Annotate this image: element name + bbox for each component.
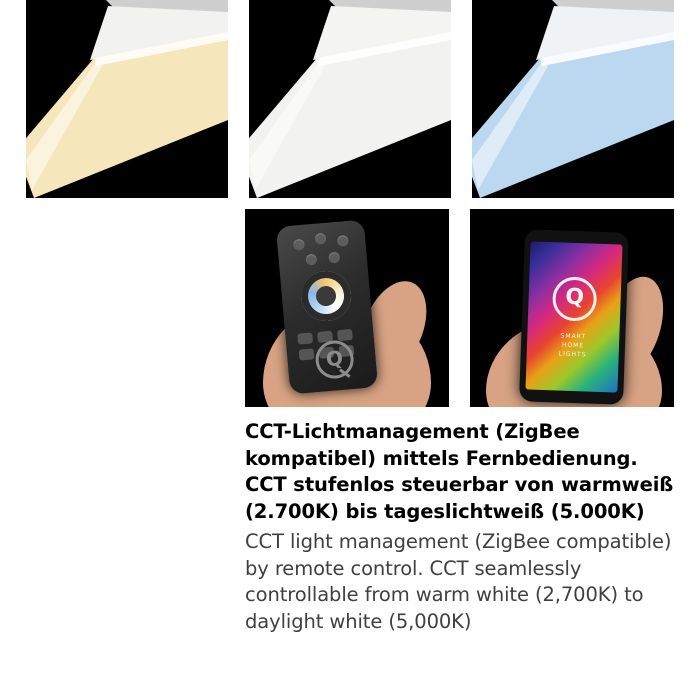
remote-button-icon [315,233,327,245]
panel-neutral-white-photo [249,0,451,198]
remote-button-icon [305,254,317,266]
remote-button-icon [297,332,313,344]
panel-warm-white-photo [26,0,228,198]
description-body-en: CCT light management (ZigBee compatible) by remote control. CCT seamlessly controllable from warm white (2,700K) to daylight white (5,000K) [245,530,672,633]
top-photo-row [26,0,674,198]
remote-control-photo [245,209,449,407]
app-screen [525,241,622,392]
app-caption-line: HOME [561,341,585,350]
remote-button-icon [337,329,353,341]
panel-daylight-white-illustration [472,0,674,198]
cct-color-wheel-icon [299,269,353,323]
remote-button-icon [299,348,315,360]
description-block [245,419,677,635]
remote-device [276,219,378,394]
remote-button-icon [328,252,340,264]
panel-daylight-white-photo [472,0,674,198]
smartphone-app-photo [470,209,674,407]
smartphone-device [519,229,629,405]
q-brand-icon: Q [314,339,355,380]
app-caption-line: SMART [560,332,587,341]
panel-warm-white-illustration [26,0,228,198]
description-headline-de: CCT-Lichtmanagement (ZigBee kompatibel) mittels Fernbedienung. CCT stufenlos steuerbar von warmweiß (2.700K) bis tageslichtweiß (5.000K) [245,420,674,523]
panel-neutral-white-illustration [249,0,451,198]
app-caption [527,330,620,360]
remote-button-icon [337,235,349,247]
remote-button-icon [293,239,305,251]
app-caption-line: LIGHTS [558,350,587,359]
control-photo-row [245,209,674,407]
q-brand-icon: Q [552,276,598,322]
